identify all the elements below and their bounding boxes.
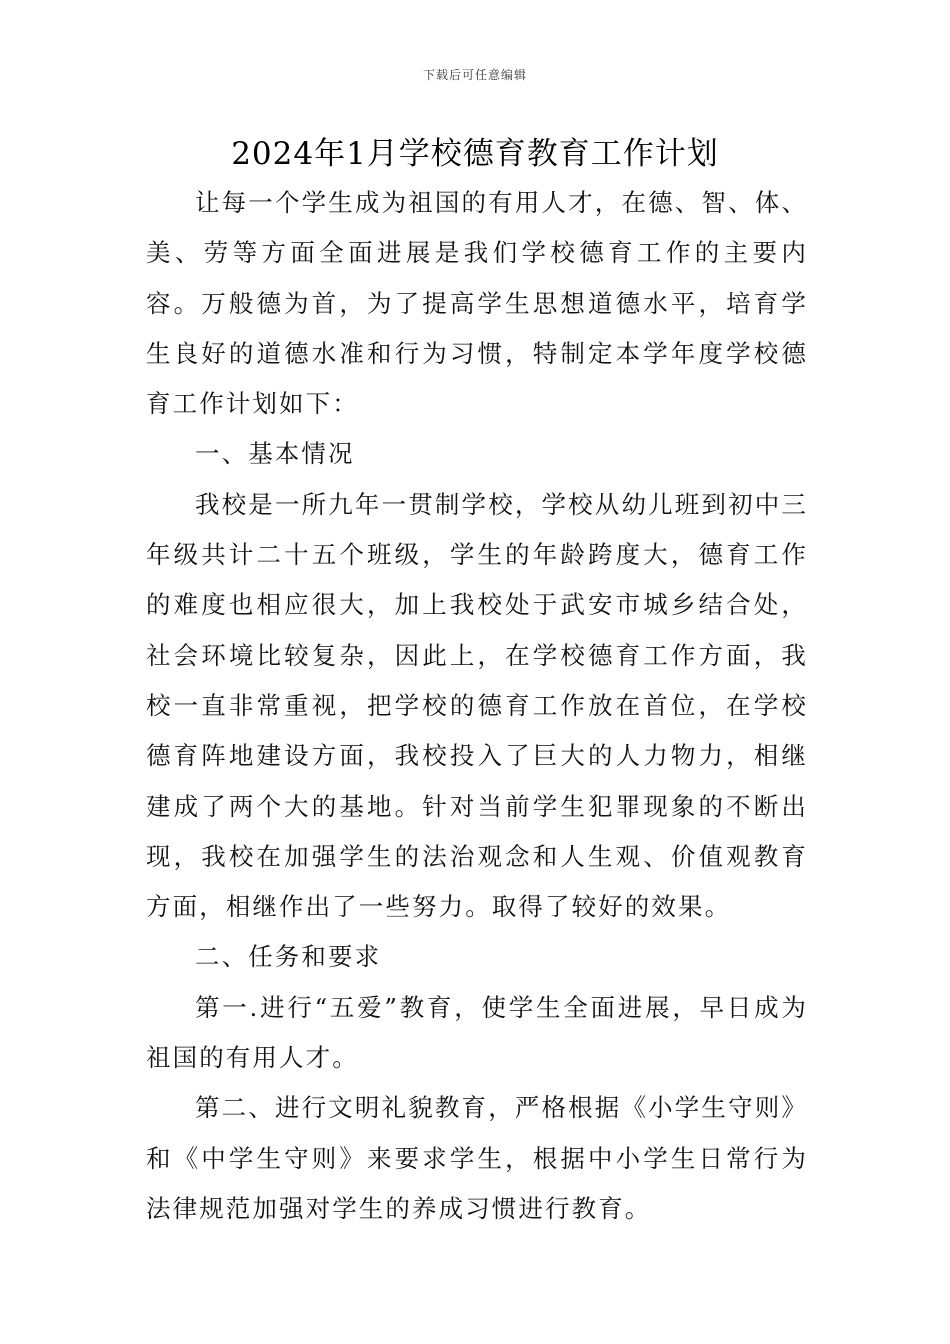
header-note: 下载后可任意编辑 [422, 68, 527, 82]
task-paragraph-second: 第二、进行文明礼貌教育，严格根据《小学生守则》和《中学生守则》来要求学生，根据中小学生日常行为法律规范加强对学生的养成习惯进行教育。 [146, 1093, 808, 1223]
task-paragraph-first: 第一.进行“五爱”教育，使学生全面进展，早日成为祖国的有用人才。 [146, 992, 808, 1073]
basic-situation-paragraph: 我校是一所九年一贯制学校，学校从幼儿班到初中三年级共计二十五个班级，学生的年龄跨度大，德育工作的难度也相应很大，加上我校处于武安市城乡结合处，社会环境比较复杂，因此上，在学校德育工作方面，我校一直非常重视，把学校的德育工作放在首位，在学校德育阵地建设方面，我校投入了巨大的人力物力，相继建成了两个大的基地。针对当前学生犯罪现象的不断出现，我校在加强学生的法治观念和人生观、价值观教育方面，相继作出了一些努力。取得了较好的效果。 [146, 489, 808, 922]
section-heading-basic-situation: 一、基本情况 [195, 439, 355, 469]
intro-paragraph: 让每一个学生成为祖国的有用人才，在德、智、体、美、劳等方面全面进展是我们学校德育工作的主要内容。万般德为首，为了提高学生思想道德水平，培育学生良好的道德水准和行为习惯，特制定本学年度学校德育工作计划如下： [146, 188, 808, 419]
document-body [146, 178, 808, 1234]
section-heading-tasks: 二、任务和要求 [195, 942, 382, 972]
document-title: 2024年1月学校德育教育工作计划 [231, 136, 719, 172]
